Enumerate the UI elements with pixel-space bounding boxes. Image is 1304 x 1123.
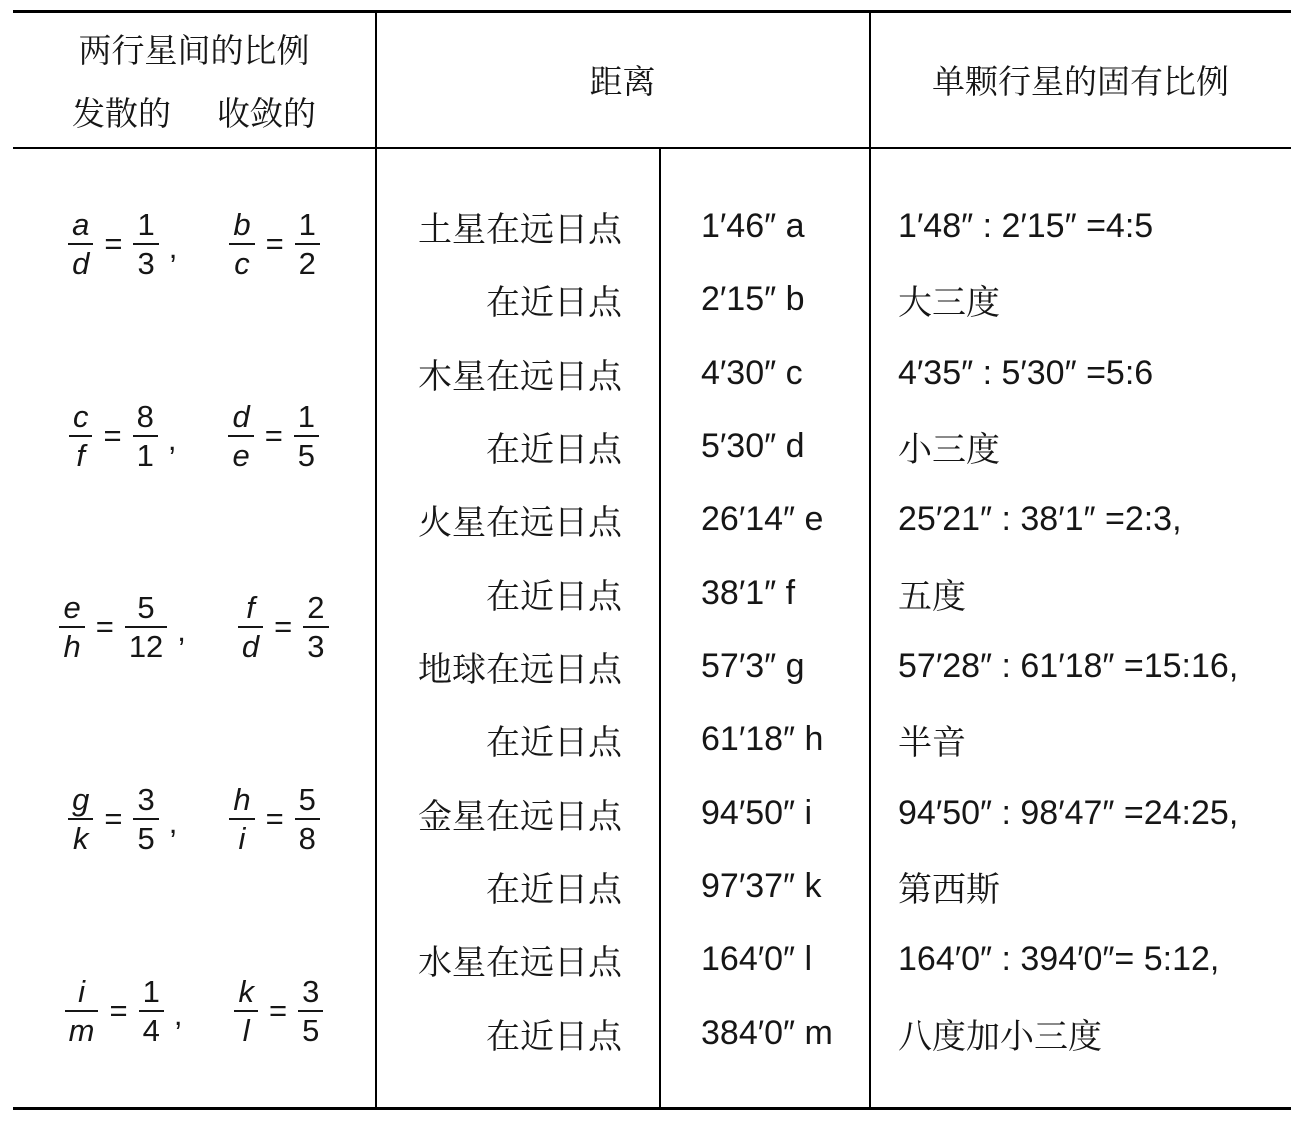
proper-ratio-line: 94′50″ : 98′47″ =24:25, [898,793,1239,832]
distance-label: 金星在远日点 [418,797,622,836]
comma: , [173,997,183,1033]
equation-divergent: $\frac{i}{m}$ = $\frac{1}{4}$ [65,973,164,1049]
proper-ratio-line: 4′35″ : 5′30″ =5:6 [898,353,1154,392]
header-divergent: 发散的 [72,94,171,132]
proper-ratio-line: 大三度 [898,284,1000,323]
equation-divergent: $\frac{c}{f}$ = $\frac{8}{1}$ [69,398,158,474]
distance-label: 在近日点 [486,284,622,323]
distance-value: 94′50″ i [701,793,813,832]
equation-divergent: $\frac{a}{d}$ = $\frac{1}{3}$ [68,206,159,282]
distance-label: 地球在远日点 [418,651,622,690]
ratio-column [13,148,375,1107]
ratio-row-1 [13,206,375,282]
equation-divergent: $\frac{e}{h}$ = $\frac{5}{12}$ [59,589,167,665]
comma: , [168,805,178,841]
proper-ratio-line: 164′0″ : 394′0″= 5:12, [898,940,1220,979]
proper-ratio-line: 1′48″ : 2′15″ =4:5 [898,207,1154,246]
distance-value: 5′30″ d [701,427,805,466]
distance-label: 在近日点 [486,871,622,910]
equation-convergent: $\frac{h}{i}$ = $\frac{5}{8}$ [229,781,320,857]
proper-ratio-line: 半音 [898,724,966,763]
ratio-row-5 [13,973,375,1049]
equation-convergent: $\frac{f}{d}$ = $\frac{2}{3}$ [238,589,329,665]
distance-value: 57′3″ g [701,647,805,686]
distance-label: 水星在远日点 [418,944,622,983]
comma: , [177,613,186,649]
equation-convergent: $\frac{b}{c}$ = $\frac{1}{2}$ [229,206,320,282]
ratio-row-4 [13,781,375,857]
ratio-row-2 [13,398,375,474]
distance-label: 木星在远日点 [418,357,622,396]
table-bottom-rule [13,1107,1291,1110]
proper-ratio-line: 25′21″ : 38′1″ =2:3, [898,500,1182,539]
distance-value-column [660,190,869,1070]
equation-divergent: $\frac{g}{k}$ = $\frac{3}{5}$ [68,781,159,857]
distance-label: 在近日点 [486,724,622,763]
proper-ratio-line: 57′28″ : 61′18″ =15:16, [898,647,1239,686]
distance-value: 4′30″ c [701,353,803,392]
header-distance: 距离 [589,63,656,100]
header-pair-ratio-title: 两行星间的比例 [78,31,310,69]
header-proper-ratio: 单颗行星的固有比例 [932,63,1229,100]
header-convergent: 收敛的 [217,94,316,132]
distance-label: 在近日点 [486,431,622,470]
header-pair-ratio [13,12,375,147]
distance-value: 26′14″ e [701,500,824,539]
proper-ratio-line: 五度 [898,577,966,616]
proper-ratio-line: 八度加小三度 [898,1017,1102,1056]
equation-convergent: $\frac{k}{l}$ = $\frac{3}{5}$ [234,973,323,1049]
equation-convergent: $\frac{d}{e}$ = $\frac{1}{5}$ [228,398,319,474]
distance-value: 61′18″ h [701,720,824,759]
proper-ratio-line: 小三度 [898,431,1000,470]
ratio-row-3 [13,589,375,665]
distance-label-column [376,190,659,1070]
distance-value: 97′37″ k [701,867,822,906]
distance-value: 164′0″ l [701,940,813,979]
distance-value: 384′0″ m [701,1013,833,1052]
distance-value: 38′1″ f [701,573,796,612]
distance-label: 火星在远日点 [418,504,622,543]
distance-label: 土星在远日点 [418,211,622,250]
proper-ratio-column [870,190,1304,1070]
distance-label: 在近日点 [486,577,622,616]
distance-value: 2′15″ b [701,280,805,319]
distance-label: 在近日点 [486,1017,622,1056]
comma: , [168,229,178,265]
distance-value: 1′46″ a [701,207,805,246]
proper-ratio-line: 第西斯 [898,871,1000,910]
comma: , [167,421,177,457]
